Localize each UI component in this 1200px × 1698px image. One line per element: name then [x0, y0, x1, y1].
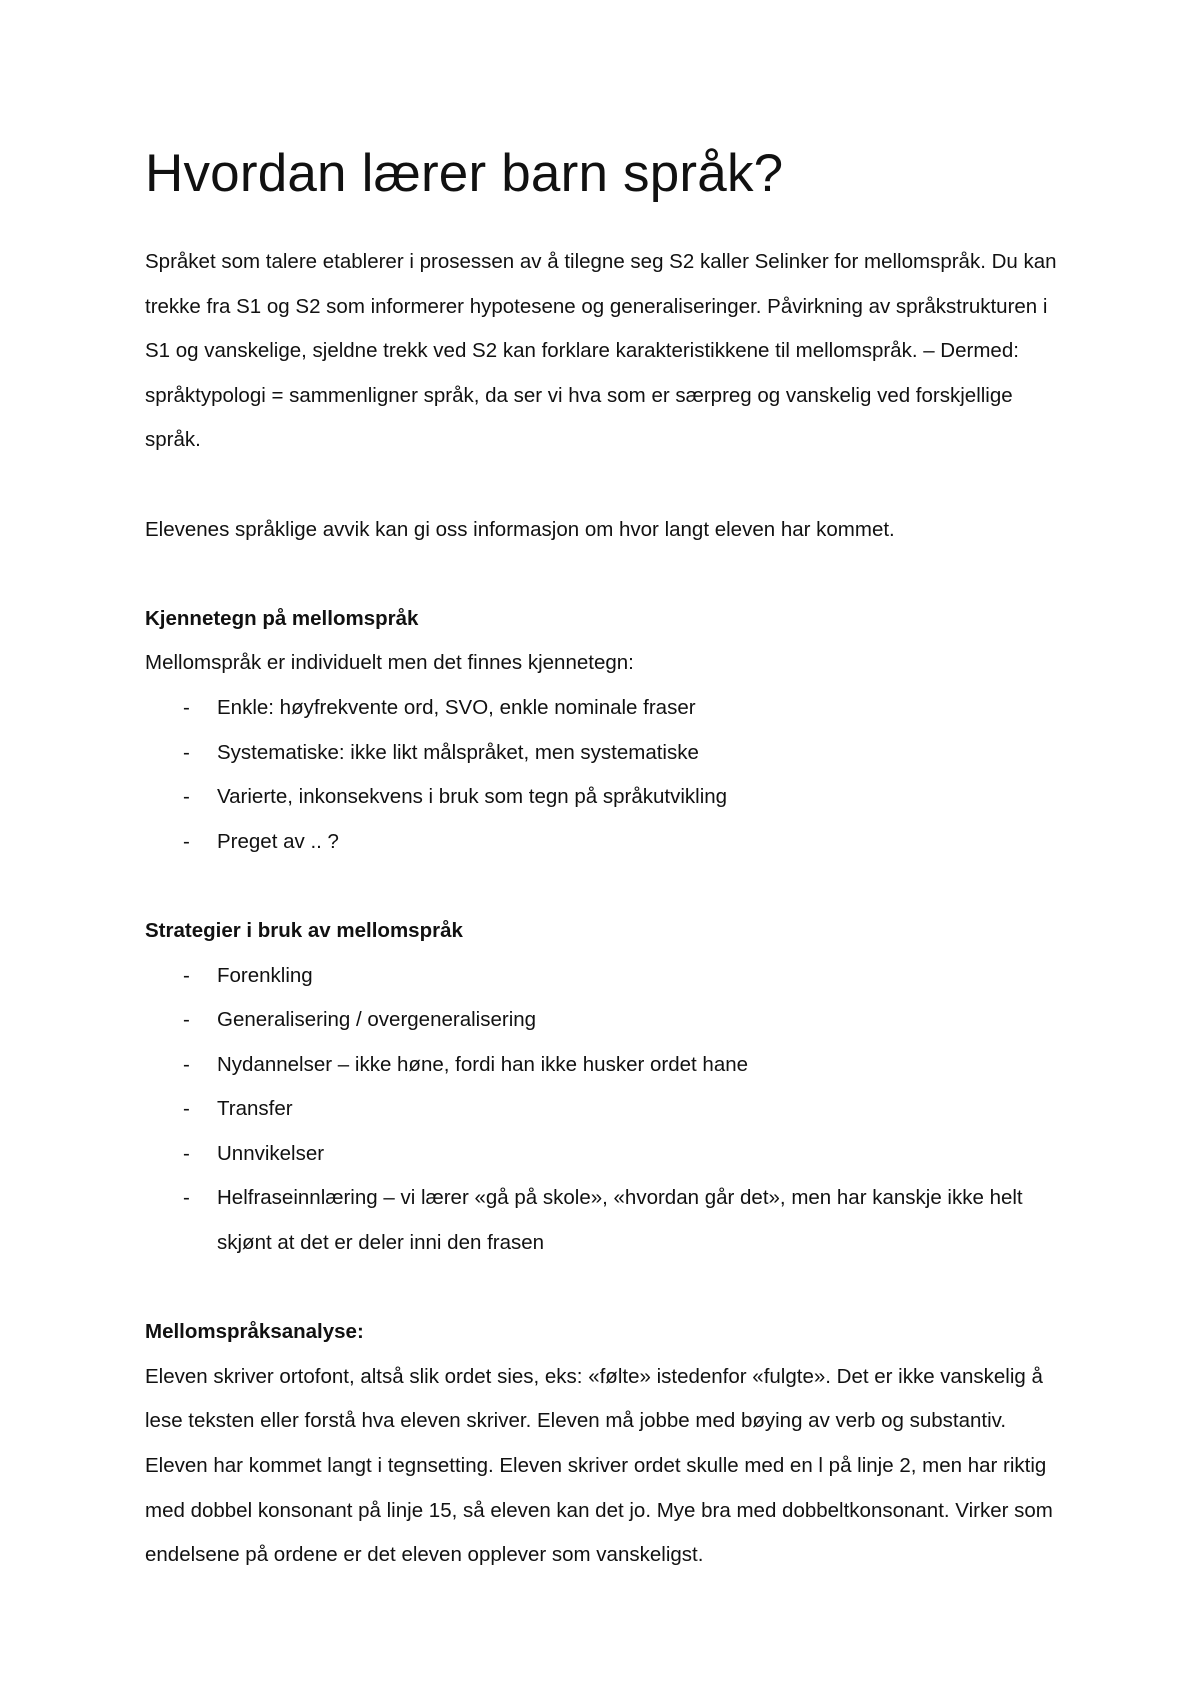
list-item — [145, 1087, 1065, 1132]
dash-bullet: - — [183, 1186, 190, 1210]
list-item-text: Enkle: høyfrekvente ord, SVO, enkle nominale fraser — [217, 695, 696, 719]
paragraph-spacer — [145, 463, 1065, 508]
observation-paragraph: Elevenes språklige avvik kan gi oss informasjon om hvor langt eleven har kommet. — [145, 517, 895, 541]
dash-bullet: - — [183, 785, 190, 809]
dash-bullet: - — [183, 695, 190, 719]
paragraph-spacer — [145, 864, 1065, 909]
dash-bullet: - — [183, 963, 190, 987]
page-title: Hvordan lærer barn språk? — [145, 144, 784, 203]
dash-bullet: - — [183, 1141, 190, 1165]
list-item — [145, 1043, 1065, 1088]
list-item-text: Varierte, inkonsekvens i bruk som tegn på språkutvikling — [217, 785, 728, 809]
list-item — [145, 998, 1065, 1043]
dash-bullet: - — [183, 1052, 190, 1076]
intro-paragraph: Språket som talere etablerer i prosessen av å tilegne seg S2 kaller Selinker for mellomspråk. Du kan trekke fra S1 og S2 som informerer hypotesene og generaliseringer. Påvirkning av språkstrukturen i S1 og vanskelige, sjeldne trekk ved S2 kan forklare karakteristikkene til mellomspråk. – Dermed: språktypologi = sammenligner språk, da ser vi hva som er særpreg og vanskelig ved forskjellige språk. — [145, 250, 1057, 452]
dash-bullet: - — [183, 740, 190, 764]
document-body — [145, 240, 1065, 1578]
list-item — [145, 954, 1065, 999]
list-item-text: Nydannelser – ikke høne, fordi han ikke husker ordet hane — [217, 1052, 749, 1076]
section-analyse — [145, 1310, 1065, 1578]
list-item — [145, 686, 1065, 731]
list-item — [145, 1132, 1065, 1177]
section-heading-kjennetegn: Kjennetegn på mellomspråk — [145, 606, 419, 630]
list-item — [145, 731, 1065, 776]
section-heading-analyse: Mellomspråksanalyse: — [145, 1320, 364, 1344]
list-item — [145, 1176, 1065, 1265]
dash-bullet: - — [183, 1097, 190, 1121]
list-item-text: Unnvikelser — [217, 1141, 325, 1165]
analyse-paragraph: Eleven skriver ortofont, altså slik ordet sies, eks: «følte» istedenfor «fulgte». Det er ikke vanskelig å lese teksten eller forstå hva eleven skriver. Eleven må jobbe med bøying av verb og substantiv. Eleven har kommet langt i tegnsetting. Eleven skriver ordet skulle med en l på linje 2, men har riktig med dobbel konsonant på linje 15, så eleven kan det jo. Mye bra med dobbeltkonsonant. Virker som endelsene på ordene er det eleven opplever som vanskeligst. — [145, 1364, 1053, 1567]
section-heading-strategier: Strategier i bruk av mellomspråk — [145, 918, 463, 942]
list-item-text: Preget av .. ? — [217, 829, 339, 853]
paragraph-spacer — [145, 552, 1065, 597]
list-item-text: Systematiske: ikke likt målspråket, men systematiske — [217, 740, 699, 764]
list-item-text: Helfraseinnlæring – vi lærer «gå på skole», «hvordan går det», men har kanskje ikke helt skjønt at det er deler inni den frasen — [217, 1186, 1023, 1255]
list-item-text: Generalisering / overgeneralisering — [217, 1008, 537, 1032]
section-lead: Mellomspråk er individuelt men det finnes kjennetegn: — [145, 651, 634, 675]
list-item-text: Forenkling — [217, 963, 313, 987]
paragraph-spacer — [145, 1266, 1065, 1311]
section-kjennetegn — [145, 597, 1065, 865]
list-item — [145, 775, 1065, 820]
dash-bullet: - — [183, 1008, 190, 1032]
kjennetegn-list — [145, 686, 1065, 864]
list-item — [145, 820, 1065, 865]
dash-bullet: - — [183, 829, 190, 853]
section-strategier — [145, 909, 1065, 1266]
strategier-list — [145, 954, 1065, 1266]
list-item-text: Transfer — [217, 1097, 293, 1121]
